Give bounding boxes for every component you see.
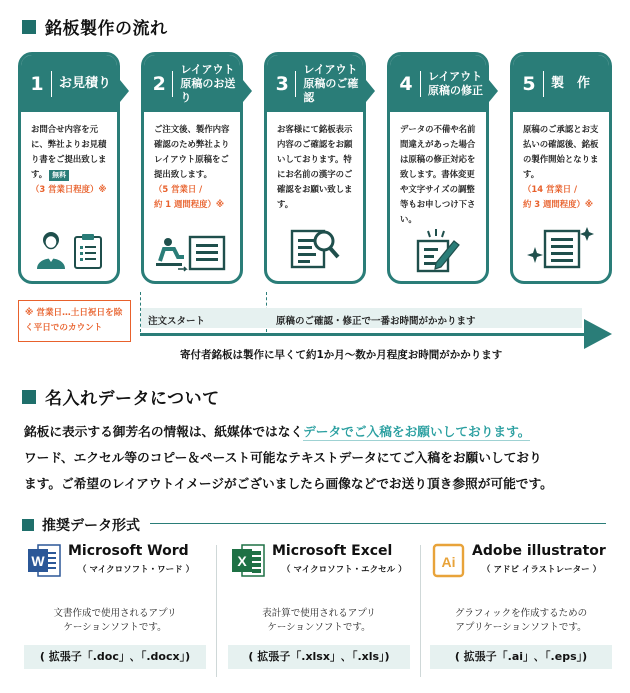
total-duration-note: 寄付者銘板は製作に早くて約1か月～数か月程度お時間がかかります bbox=[180, 349, 503, 361]
magnifier-document-icon bbox=[267, 227, 363, 269]
flow-section-header bbox=[22, 14, 168, 39]
step-number: 1 bbox=[30, 72, 44, 95]
section-marker bbox=[22, 390, 36, 404]
step-body: お客様にて銘板表示内容のご確認をお願いしております。特にお名前の漢字のご確認をお願い致します。 bbox=[277, 124, 353, 209]
format-reading: （ アドビ イラストレーター ） bbox=[482, 565, 602, 575]
step-body: お問合せ内容を元に、弊社よりお見積り書をご提出致します。 無料 （3 営業日程度）※ bbox=[31, 124, 107, 194]
paragraph-line: 銘板に表示する御芳名の情報は、紙媒体ではなくデータでご入稿をお願いしております。 bbox=[24, 424, 531, 439]
format-reading: （ マイクロソフト・エクセル ） bbox=[282, 565, 407, 575]
format-card-illustrator bbox=[424, 543, 618, 683]
format-card-word bbox=[18, 543, 212, 683]
step-card-1 bbox=[18, 52, 120, 284]
recommended-format-header bbox=[22, 515, 140, 535]
section-title: 銘板製作の流れ bbox=[45, 19, 168, 39]
business-day-note: ※ 営業日…土日祝日を除く平日でのカウント bbox=[18, 300, 131, 342]
step-title: レイアウト 原稿のご確認 bbox=[303, 62, 359, 104]
step-card-4 bbox=[387, 52, 489, 284]
format-reading: （ マイクロソフト・ワード ） bbox=[78, 565, 195, 575]
name-data-section-header bbox=[22, 384, 220, 409]
step-arrow bbox=[120, 80, 129, 102]
format-name: Adobe illustrator bbox=[472, 543, 606, 559]
format-name: Microsoft Excel bbox=[272, 543, 393, 559]
section-title: 推奨データ形式 bbox=[42, 518, 140, 534]
section-title: 名入れデータについて bbox=[45, 389, 220, 409]
format-card-excel bbox=[222, 543, 416, 683]
svg-text:X: X bbox=[237, 553, 247, 569]
step-arrow bbox=[366, 80, 375, 102]
svg-text:W: W bbox=[31, 553, 45, 569]
illustrator-icon bbox=[432, 543, 465, 578]
step-header bbox=[267, 55, 363, 112]
format-extension: ( 拡張子「.ai」､「.eps」) bbox=[430, 645, 612, 669]
timeline-arrow-head bbox=[584, 319, 612, 349]
step-title: 製 作 bbox=[551, 75, 591, 91]
step-body: ご注文後、製作内容確認のため弊社よりレイアウト原稿をご提出致します。 （5 営業日 / 約 1 週間程度）※ bbox=[154, 124, 230, 209]
column-divider bbox=[420, 545, 421, 677]
person-clipboard-icon bbox=[21, 229, 117, 269]
step-body: 原稿のご承認とお支払いの確認後、銘板の製作開始となります。 （14 営業日 / 約 3 週間程度）※ bbox=[523, 124, 599, 209]
format-description: グラフィックを作成するための アプリケーションソフトです。 bbox=[454, 608, 588, 633]
word-icon bbox=[28, 543, 61, 578]
excel-icon bbox=[232, 543, 265, 578]
svg-text:Ai: Ai bbox=[441, 554, 456, 570]
step-number: 2 bbox=[152, 72, 166, 95]
step-card-3 bbox=[264, 52, 366, 284]
paragraph-line: ワード、エクセル等のコピー＆ペースト可能なテキストデータにてご入稿をお願いしており bbox=[24, 450, 542, 465]
step-arrow bbox=[243, 80, 252, 102]
section-rule bbox=[150, 523, 606, 524]
step-number: 4 bbox=[399, 72, 413, 95]
step-number: 3 bbox=[275, 72, 289, 95]
highlighted-text: データでご入稿をお願いしております。 bbox=[303, 424, 531, 439]
paragraph-line: ます。ご希望のレイアウトイメージがございましたら画像などでお送り頂き参照が可能です。 bbox=[24, 476, 553, 491]
format-extension: ( 拡張子「.doc」､「.docx」) bbox=[24, 645, 206, 669]
step-duration: （3 営業日程度）※ bbox=[31, 184, 107, 194]
timeline-arrow-line bbox=[140, 333, 586, 336]
step-body: データの不備や名前間違えがあった場合は原稿の修正対応を致します。書体変更や文字サイズの調整等もお申しつけ下さい。 bbox=[400, 124, 476, 224]
section-marker bbox=[22, 519, 34, 531]
step-card-5 bbox=[510, 52, 612, 284]
section-marker bbox=[22, 20, 36, 34]
free-badge: 無料 bbox=[49, 170, 69, 181]
step-title: レイアウト 原稿のお送り bbox=[180, 62, 236, 104]
step-title: レイアウト 原稿の修正 bbox=[428, 69, 483, 97]
step-duration: （5 営業日 / 約 1 週間程度）※ bbox=[154, 184, 225, 209]
longest-phase-label: 原稿のご確認・修正で一番お時間がかかります bbox=[276, 316, 476, 327]
step-header bbox=[390, 55, 486, 112]
order-start-label: 注文スタート bbox=[148, 316, 206, 327]
format-name: Microsoft Word bbox=[68, 543, 189, 559]
sparkle-document-icon bbox=[513, 225, 609, 269]
step-card-2 bbox=[141, 52, 243, 284]
column-divider bbox=[216, 545, 217, 677]
step-header bbox=[144, 55, 240, 112]
mail-document-icon bbox=[144, 233, 240, 273]
format-description: 文書作成で使用されるアプリ ケーションソフトです。 bbox=[53, 608, 177, 633]
step-header bbox=[513, 55, 609, 112]
step-duration: （14 営業日 / 約 3 週間程度）※ bbox=[523, 184, 594, 209]
format-extension: ( 拡張子「.xlsx」､「.xls」) bbox=[228, 645, 410, 669]
format-description: 表計算で使用されるアプリ ケーションソフトです。 bbox=[262, 608, 376, 633]
step-number: 5 bbox=[522, 72, 536, 95]
pen-edit-icon bbox=[390, 229, 486, 273]
step-title: お見積り bbox=[59, 75, 112, 91]
step-header bbox=[21, 55, 117, 112]
step-arrow bbox=[489, 80, 498, 102]
